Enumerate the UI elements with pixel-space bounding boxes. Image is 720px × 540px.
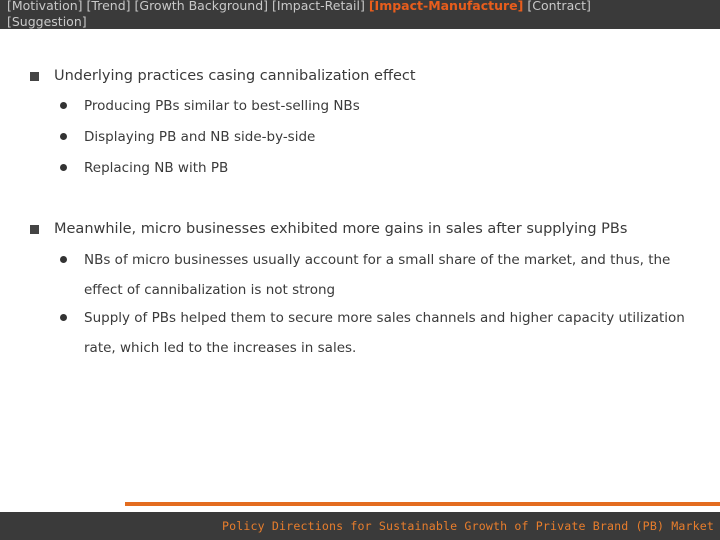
bullet-2 xyxy=(30,219,710,239)
sub-bullet-1-2 xyxy=(60,122,690,152)
bullet-1 xyxy=(30,66,710,86)
bullet-1-text: Underlying practices casing cannibalization effect xyxy=(54,68,416,84)
footer-bar xyxy=(0,512,720,540)
round-bullet-icon xyxy=(60,314,67,321)
nav-item-impact-retail[interactable]: [Impact-Retail] xyxy=(272,0,365,13)
nav-item-contract[interactable]: [Contract] xyxy=(527,0,591,13)
sub-bullet-text: NBs of micro businesses usually account for a small share of the market, and thus, the effect of cannibalization is not strong xyxy=(84,252,671,298)
accent-divider xyxy=(125,502,720,506)
sub-bullet-2-2 xyxy=(60,303,690,363)
bullet-2-text: Meanwhile, micro businesses exhibited more gains in sales after supplying PBs xyxy=(54,221,628,237)
round-bullet-icon xyxy=(60,256,67,263)
footer-title: Policy Directions for Sustainable Growth of Private Brand (PB) Market xyxy=(222,519,714,533)
sub-bullet-text: Replacing NB with PB xyxy=(84,160,229,176)
sub-bullet-1-3 xyxy=(60,153,690,183)
square-bullet-icon xyxy=(30,72,39,81)
round-bullet-icon xyxy=(60,164,67,171)
round-bullet-icon xyxy=(60,102,67,109)
sub-bullet-text: Supply of PBs helped them to secure more sales channels and higher capacity utilization rate, which led to the increases in sales. xyxy=(84,310,685,356)
nav-item-impact-manufacture[interactable]: [Impact-Manufacture] xyxy=(368,0,524,13)
nav-item-growth-background[interactable]: [Growth Background] xyxy=(134,0,269,13)
nav-item-motivation[interactable]: [Motivation] xyxy=(7,0,83,13)
nav-item-suggestion[interactable]: [Suggestion] xyxy=(7,14,87,29)
round-bullet-icon xyxy=(60,133,67,140)
square-bullet-icon xyxy=(30,225,39,234)
sub-bullet-1-1 xyxy=(60,91,690,121)
sub-bullet-text: Displaying PB and NB side-by-side xyxy=(84,129,316,145)
nav-item-trend[interactable]: [Trend] xyxy=(86,0,131,13)
sub-bullet-2-1 xyxy=(60,245,690,305)
sub-bullet-text: Producing PBs similar to best-selling NBs xyxy=(84,98,360,114)
